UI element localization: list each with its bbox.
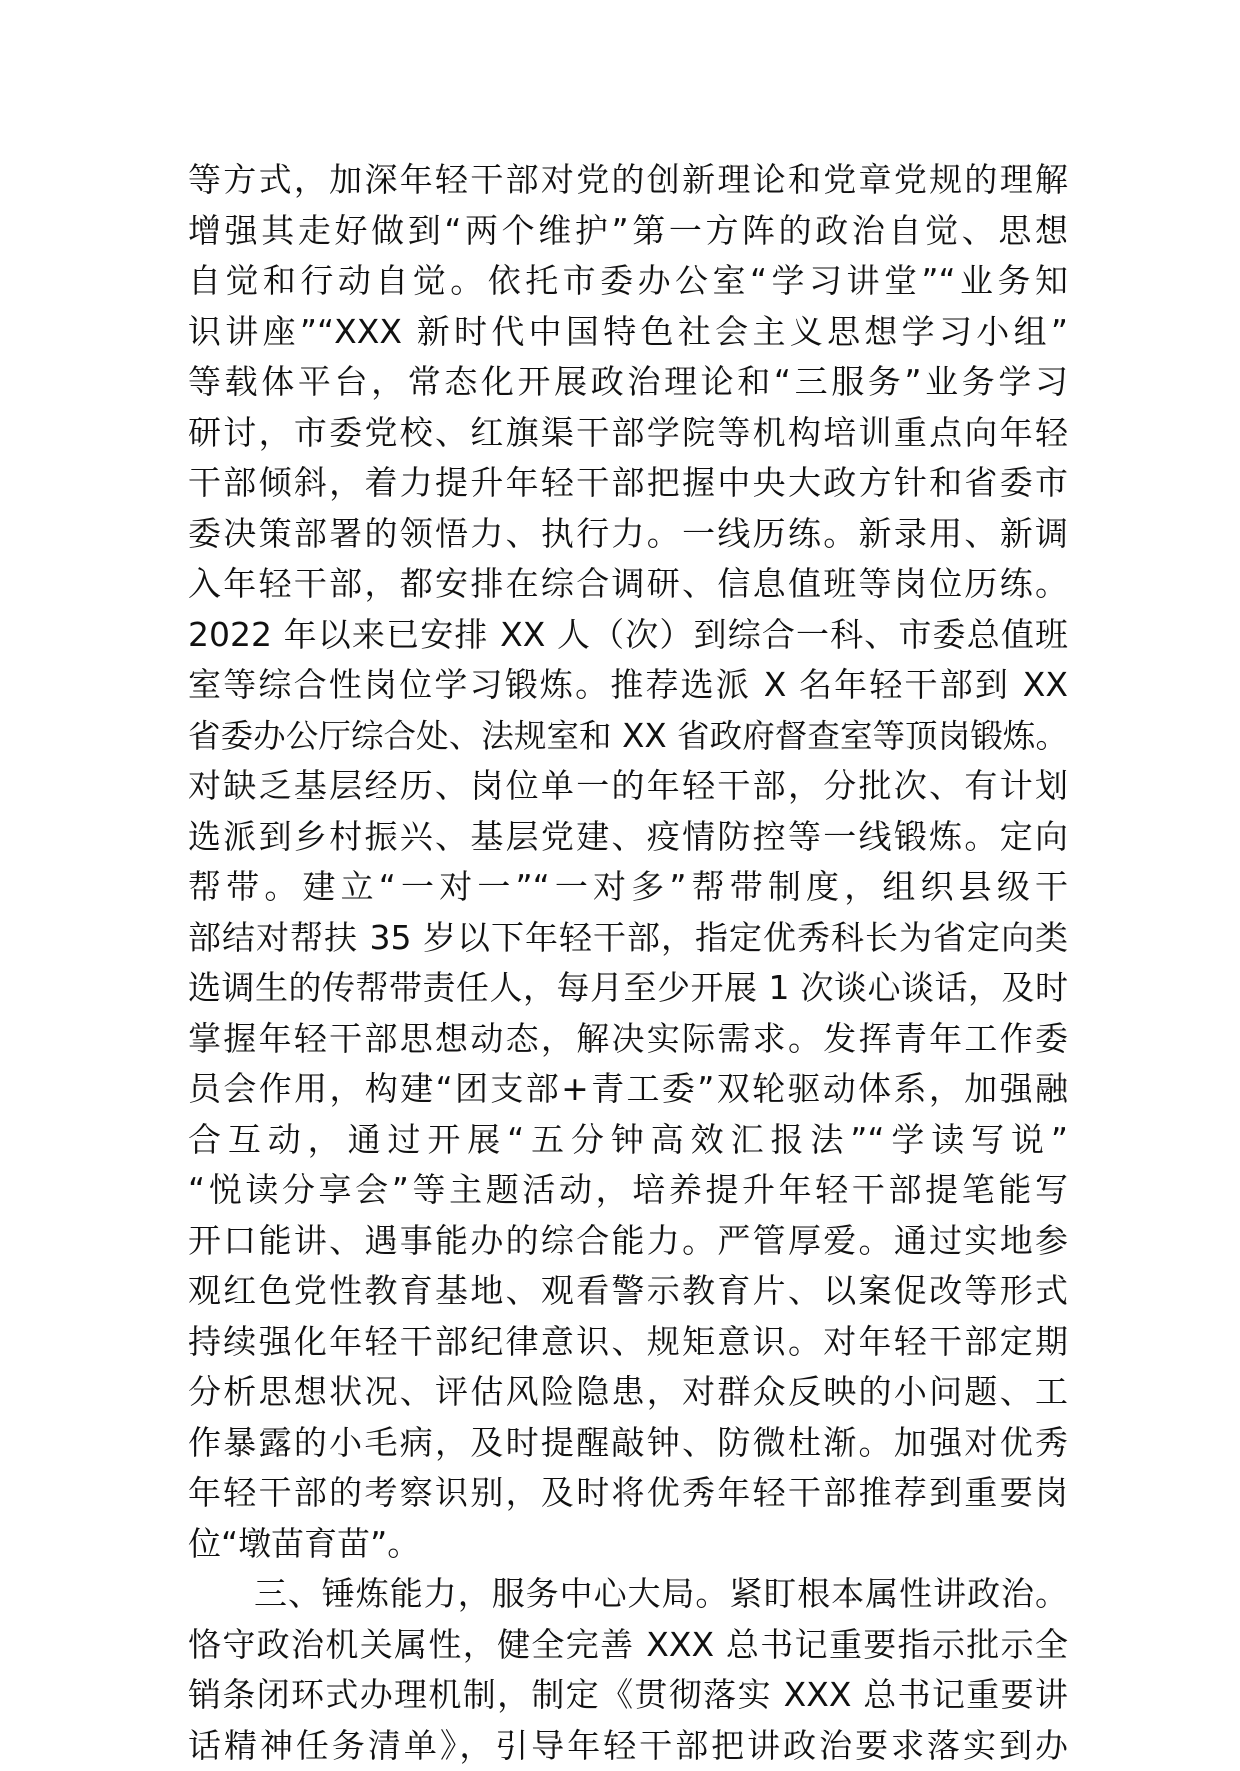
- text-line: 委决策部署的领悟力、执行力。一线历练。新录用、新调: [188, 509, 1068, 560]
- text-line: 观红色党性教育基地、观看警示教育片、以案促改等形式: [188, 1266, 1068, 1317]
- text-line: 入年轻干部，都安排在综合调研、信息值班等岗位历练。: [188, 559, 1068, 610]
- text-line: 员会作用，构建“团支部+青工委”双轮驱动体系，加强融: [188, 1064, 1068, 1115]
- text-line: 对缺乏基层经历、岗位单一的年轻干部，分批次、有计划: [188, 761, 1068, 812]
- text-line: 话精神任务清单》，引导年轻干部把讲政治要求落实到办: [188, 1721, 1068, 1771]
- body-text: [188, 155, 1068, 1771]
- text-line: 2022 年以来已安排 XX 人（次）到综合一科、市委总值班: [188, 610, 1068, 661]
- text-line: 选派到乡村振兴、基层党建、疫情防控等一线锻炼。定向: [188, 812, 1068, 863]
- text-line: 持续强化年轻干部纪律意识、规矩意识。对年轻干部定期: [188, 1317, 1068, 1368]
- text-line: 恪守政治机关属性，健全完善 XXX 总书记重要指示批示全: [188, 1620, 1068, 1671]
- text-line: 销条闭环式办理机制，制定《贯彻落实 XXX 总书记重要讲: [188, 1670, 1068, 1721]
- text-line: 省委办公厅综合处、法规室和 XX 省政府督查室等顶岗锻炼。: [188, 711, 1068, 762]
- text-line: “悦读分享会”等主题活动，培养提升年轻干部提笔能写: [188, 1165, 1068, 1216]
- text-line: 帮带。建立“一对一”“一对多”帮带制度，组织县级干: [188, 862, 1068, 913]
- text-line: 分析思想状况、评估风险隐患，对群众反映的小问题、工: [188, 1367, 1068, 1418]
- text-line: 识讲座”“XXX 新时代中国特色社会主义思想学习小组”: [188, 307, 1068, 358]
- text-line: 等方式，加深年轻干部对党的创新理论和党章党规的理解: [188, 155, 1068, 206]
- text-line: 位“墩苗育苗”。: [188, 1519, 1068, 1570]
- text-line: 作暴露的小毛病，及时提醒敲钟、防微杜渐。加强对优秀: [188, 1418, 1068, 1469]
- text-line: 开口能讲、遇事能办的综合能力。严管厚爱。通过实地参: [188, 1216, 1068, 1267]
- section-heading-line: 三、锤炼能力，服务中心大局。紧盯根本属性讲政治。: [188, 1569, 1068, 1620]
- text-line: 年轻干部的考察识别，及时将优秀年轻干部推荐到重要岗: [188, 1468, 1068, 1519]
- text-line: 选调生的传帮带责任人，每月至少开展 1 次谈心谈话，及时: [188, 963, 1068, 1014]
- text-line: 等载体平台，常态化开展政治理论和“三服务”业务学习: [188, 357, 1068, 408]
- text-line: 室等综合性岗位学习锻炼。推荐选派 X 名年轻干部到 XX: [188, 660, 1068, 711]
- text-line: 增强其走好做到“两个维护”第一方阵的政治自觉、思想: [188, 206, 1068, 257]
- text-line: 部结对帮扶 35 岁以下年轻干部，指定优秀科长为省定向类: [188, 913, 1068, 964]
- text-line: 自觉和行动自觉。依托市委办公室“学习讲堂”“业务知: [188, 256, 1068, 307]
- text-line: 研讨，市委党校、红旗渠干部学院等机构培训重点向年轻: [188, 408, 1068, 459]
- text-line: 掌握年轻干部思想动态，解决实际需求。发挥青年工作委: [188, 1014, 1068, 1065]
- text-line: 干部倾斜，着力提升年轻干部把握中央大政方针和省委市: [188, 458, 1068, 509]
- text-line: 合互动，通过开展“五分钟高效汇报法”“学读写说”: [188, 1115, 1068, 1166]
